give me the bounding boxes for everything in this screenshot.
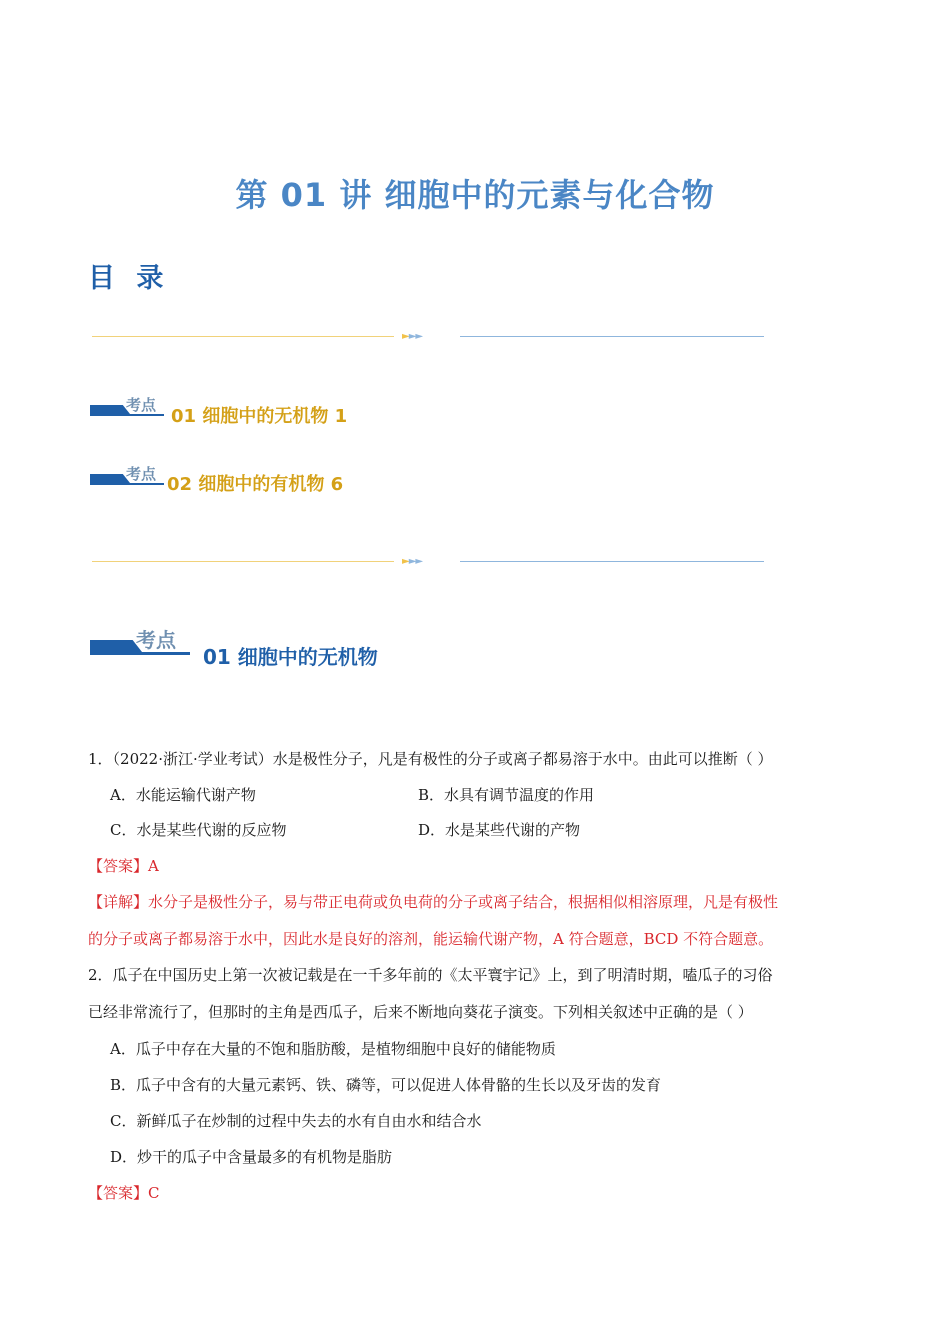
question-2-option-a: A．瓜子中存在大量的不饱和脂肪酸，是植物细胞中良好的储能物质 (110, 1040, 556, 1058)
question-1-explain-line-2: 的分子或离子都易溶于水中，因此水是良好的溶剂，能运输代谢产物，A 符合题意，BCD 不符合题意。 (88, 930, 774, 948)
arrows-icon: ►►► (402, 331, 423, 342)
arrows-icon: ►►► (402, 556, 423, 567)
question-2-stem-line-2: 已经非常流行了，但那时的主角是西瓜子，后来不断地向葵花子演变。下列相关叙述中正确的是（ ） (88, 1003, 753, 1021)
question-1-answer: 【答案】A (88, 857, 159, 875)
section-title: 01 细胞中的无机物 (203, 645, 378, 669)
page-title: 第 01 讲 细胞中的元素与化合物 (235, 176, 715, 214)
toc-entry-1[interactable]: 01 细胞中的无机物 1 (171, 406, 348, 427)
question-1-stem: 1．（2022·浙江·学业考试）水是极性分子，凡是有极性的分子或离子都易溶于水中。由此可以推断（ ） (88, 750, 773, 768)
toc-heading: 目 录 (88, 263, 170, 294)
question-2-option-d: D．炒干的瓜子中含量最多的有机物是脂肪 (110, 1148, 393, 1166)
question-1-option-d: D．水是某些代谢的产物 (418, 821, 581, 839)
section-badge: 考点 (90, 628, 190, 658)
question-1-explain-line-1: 【详解】水分子是极性分子，易与带正电荷或负电荷的分子或离子结合，根据相似相溶原理，凡是有极性 (88, 893, 779, 911)
question-1-option-c: C．水是某些代谢的反应物 (110, 821, 287, 839)
question-2-answer: 【答案】C (88, 1184, 160, 1202)
question-1-option-b: B．水具有调节温度的作用 (418, 786, 595, 804)
question-2-option-b: B．瓜子中含有的大量元素钙、铁、磷等，可以促进人体骨骼的生长以及牙齿的发育 (110, 1076, 662, 1094)
divider-bottom (92, 556, 764, 568)
toc-entry-2[interactable]: 02 细胞中的有机物 6 (167, 474, 344, 495)
question-1-option-a: A．水能运输代谢产物 (110, 786, 256, 804)
question-2-stem-line-1: 2．瓜子在中国历史上第一次被记载是在一千多年前的《太平寰宇记》上，到了明清时期，嗑瓜子的习俗 (88, 966, 773, 984)
question-2-option-c: C．新鲜瓜子在炒制的过程中失去的水有自由水和结合水 (110, 1112, 482, 1130)
toc-badge-1: 考点 (90, 396, 164, 418)
divider-top (92, 331, 764, 343)
toc-badge-2: 考点 (90, 465, 164, 487)
